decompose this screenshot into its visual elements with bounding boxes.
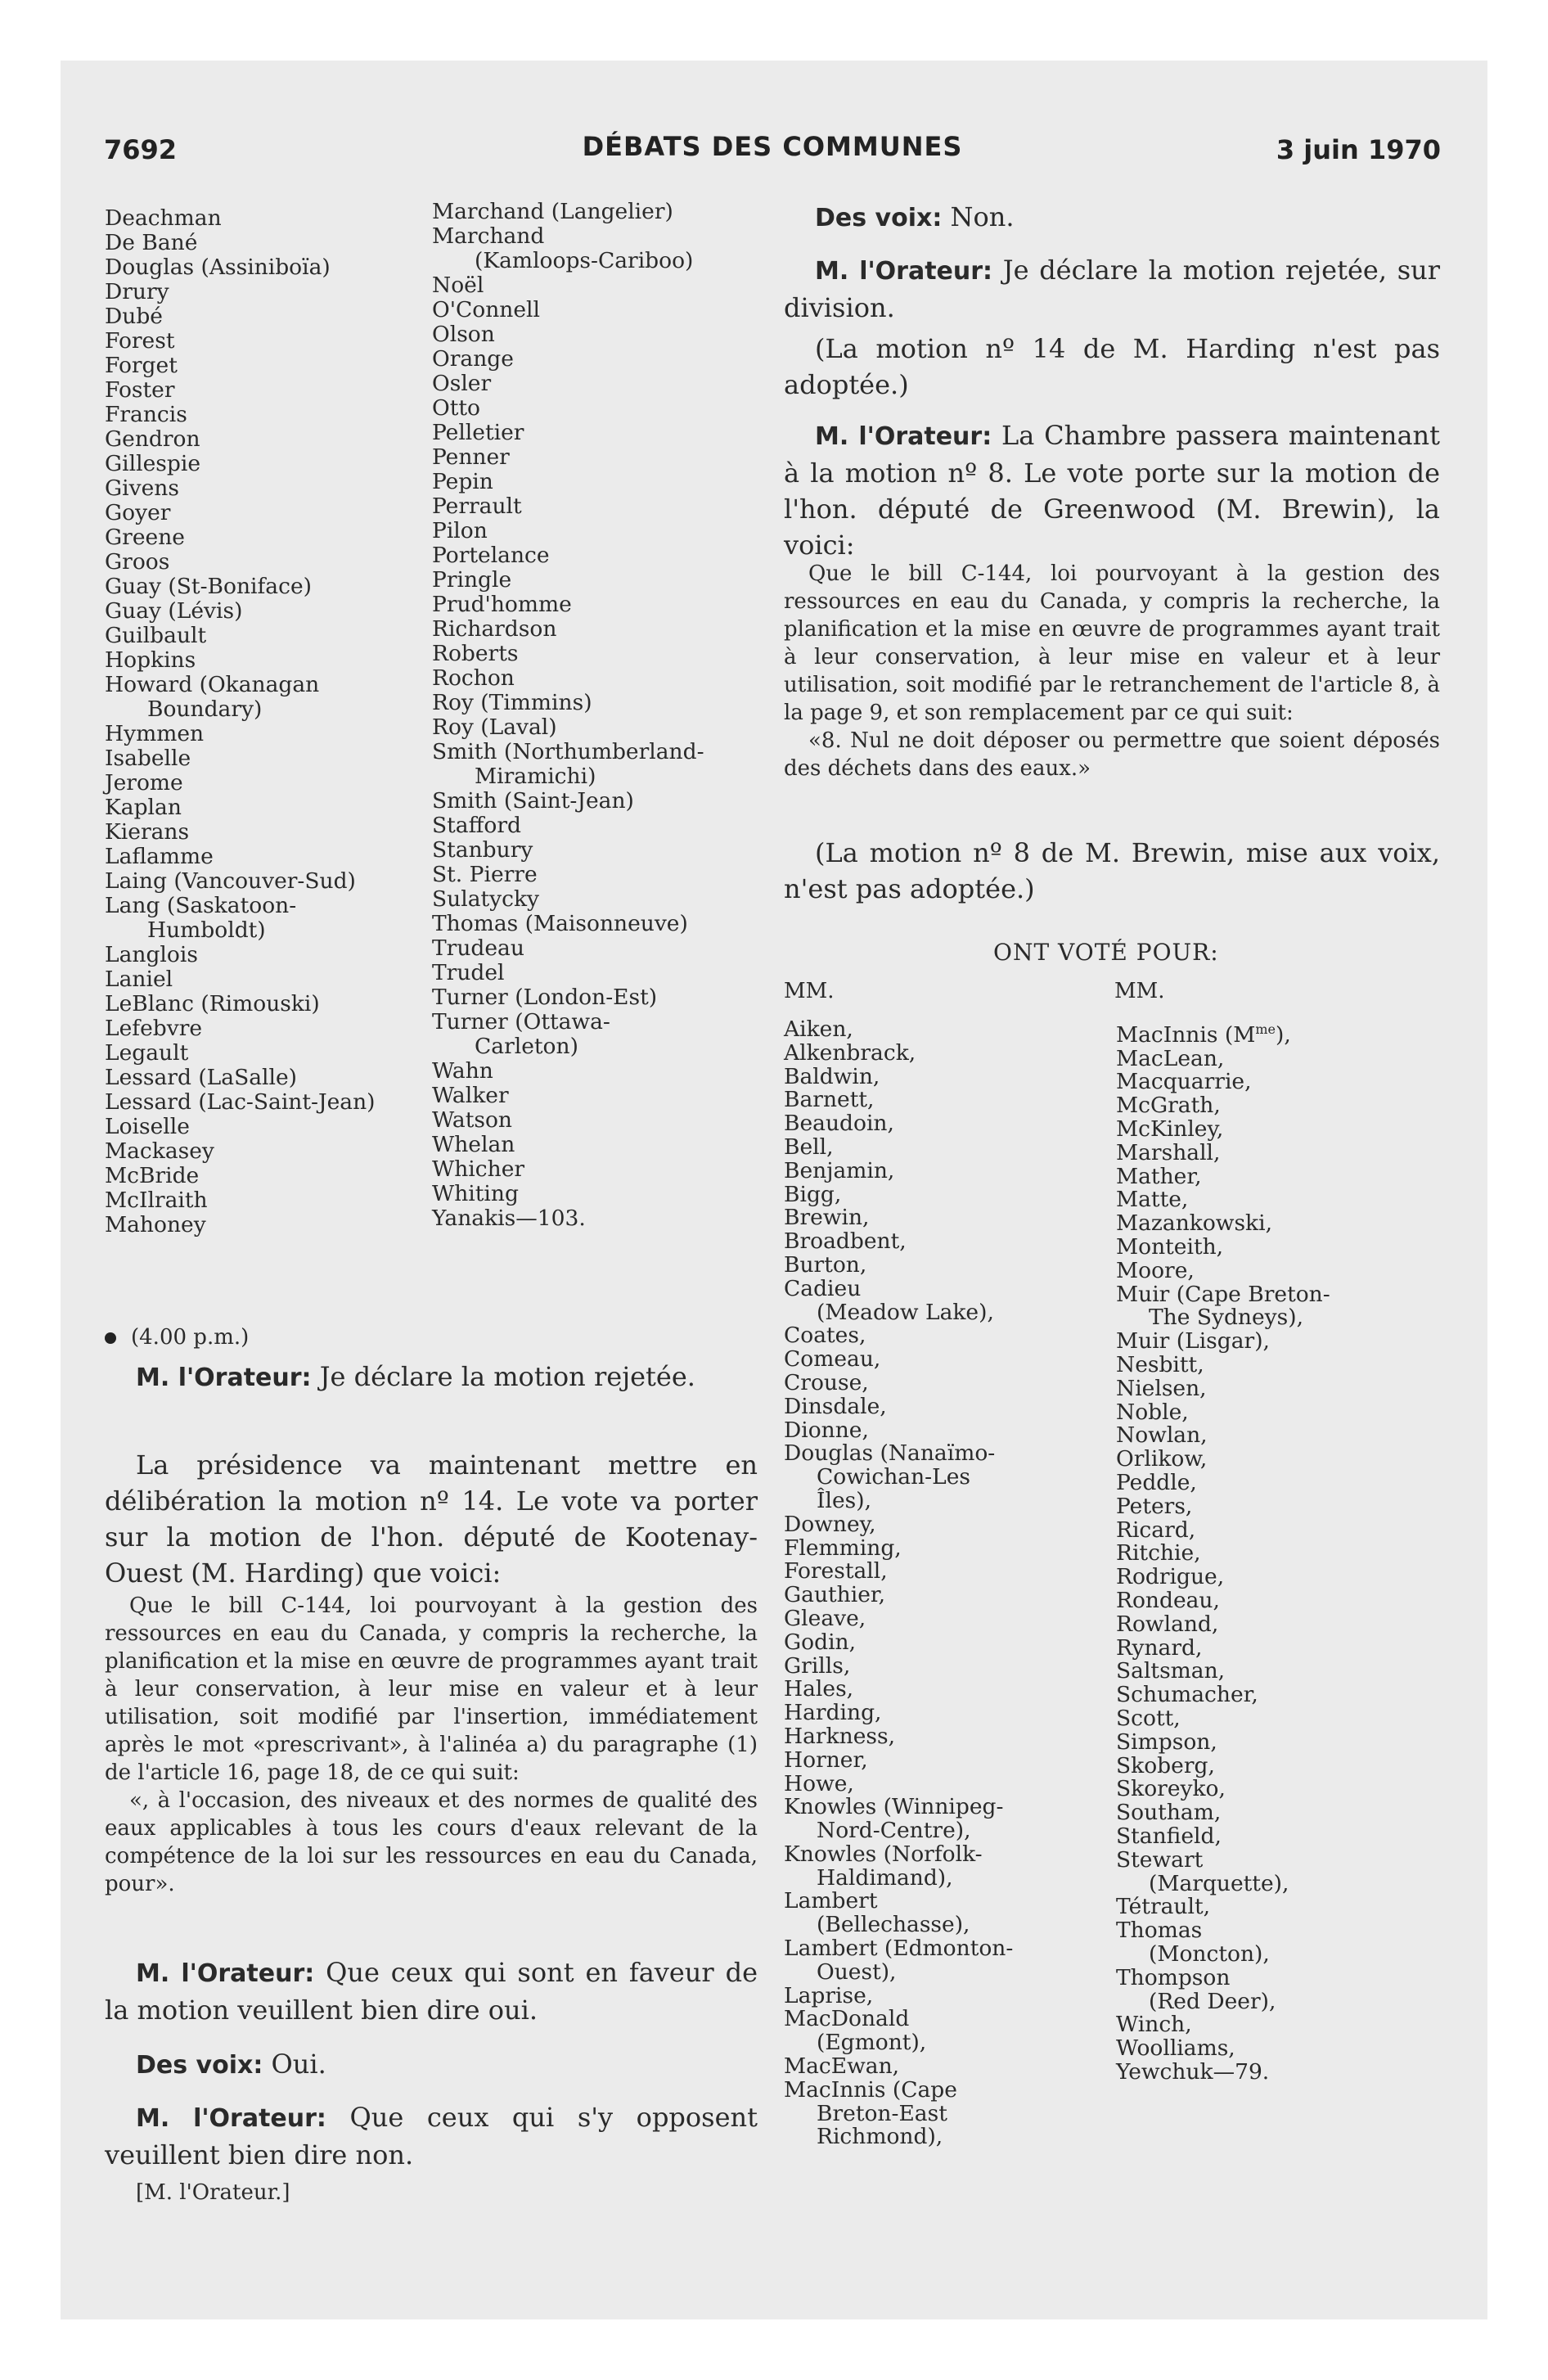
paragraph-text: Que ceux qui s'y opposent veuillent bien dire non.	[105, 2102, 758, 2170]
member-name: St. Pierre	[432, 862, 538, 887]
member-name: The Sydneys),	[1149, 1305, 1304, 1331]
motion-8-quote	[784, 560, 1440, 782]
paragraph-rejetee	[136, 1359, 758, 1396]
member-name: Thomas	[1116, 1918, 1203, 1944]
member-name: Nord-Centre),	[817, 1818, 971, 1844]
member-name: Knowles (Norfolk-	[784, 1841, 983, 1867]
paragraph-motion-14-intro	[105, 1447, 758, 1591]
member-name: Macquarrie,	[1116, 1069, 1252, 1095]
member-name: Dinsdale,	[784, 1393, 887, 1419]
member-name: Drury	[105, 279, 169, 304]
member-name: Alkenbrack,	[784, 1039, 916, 1066]
speaker-label: M. l'Orateur:	[136, 1364, 312, 1392]
member-name: Jerome	[105, 770, 183, 796]
member-name: Aiken,	[784, 1016, 853, 1042]
member-name: (Moncton),	[1149, 1941, 1270, 1967]
member-name: Greene	[105, 525, 185, 550]
member-name: Guilbault	[105, 623, 207, 648]
member-name: (Egmont),	[817, 2030, 927, 2056]
motion-amendment-text: «8. Nul ne doit déposer ou permettre que soient déposés des déchets dans des eaux.»	[784, 728, 1440, 781]
member-name: Howard (Okanagan	[105, 672, 320, 697]
member-name: Smith (Saint-Jean)	[432, 788, 634, 814]
motion-text: Que le bill C-144, loi pourvoyant à la gestion des ressources en eau du Canada, y compris la recherche, la planification et la mise en œuvre de programmes ayant trait à leur conservation, à leur mise en valeur et à leur utilisation, soit modifié par l'insertion, immédiatement après le mot «prescrivant», à l'alinéa a) du paragraphe (1) de l'article 16, page 18, de ce qui suit:	[105, 1593, 758, 1785]
member-name: Givens	[105, 476, 179, 501]
member-name: Osler	[432, 371, 492, 396]
member-name: Perrault	[432, 494, 522, 519]
motion-amendment-text: «, à l'occasion, des niveaux et des normes de qualité des eaux applicables à tous les cours d'eaux relevant de la compétence de la loi sur les ressources en eau du Canada, pour».	[105, 1788, 758, 1896]
member-name: LeBlanc (Rimouski)	[105, 991, 320, 1016]
member-name: Kierans	[105, 819, 190, 845]
member-name: Muir (Cape Breton-	[1116, 1281, 1330, 1307]
member-name: Noël	[432, 273, 484, 298]
member-name: Flemming,	[784, 1535, 902, 1561]
member-name: Gendron	[105, 426, 200, 452]
page-header	[104, 129, 1441, 170]
member-name: MacDonald	[784, 2006, 910, 2032]
member-name: Pringle	[432, 567, 512, 593]
paragraph-motion-8-result	[784, 835, 1440, 907]
speaker-label: M. l'Orateur:	[136, 2104, 326, 2133]
pour-list-column-2	[1116, 1018, 1330, 2085]
member-name: Stewart	[1116, 1846, 1204, 1873]
member-name: Marchand (Langelier)	[432, 199, 673, 224]
paragraph-text: La présidence va maintenant mettre en délibération la motion nº 14. Le vote va porter sur la motion de l'hon. député de Kootenay-Ouest (M. Harding) que voici:	[105, 1449, 758, 1589]
member-name: Langlois	[105, 942, 198, 967]
member-name: Woolliams,	[1116, 2035, 1235, 2062]
member-name: Stanbury	[432, 837, 533, 863]
speaker-label: Des voix:	[815, 204, 943, 232]
member-name: Schumacher,	[1116, 1682, 1258, 1708]
speaker-label: M. l'Orateur:	[136, 1959, 315, 1988]
member-name: Roy (Laval)	[432, 714, 557, 740]
member-name: Lambert (Edmonton-	[784, 1936, 1014, 1962]
member-name: Rondeau,	[1116, 1587, 1220, 1613]
member-name: Laing (Vancouver-Sud)	[105, 868, 356, 894]
member-name: Lessard (LaSalle)	[105, 1065, 297, 1090]
member-name: Walker	[432, 1083, 509, 1108]
member-name: McGrath,	[1116, 1093, 1221, 1119]
member-name: Muir (Lisgar),	[1116, 1328, 1270, 1355]
member-name: Pelletier	[432, 420, 524, 445]
member-name: (Red Deer),	[1149, 1988, 1276, 2014]
member-name: Downey,	[784, 1511, 876, 1537]
member-name: Skoberg,	[1116, 1752, 1215, 1778]
member-name: Beaudoin,	[784, 1111, 894, 1137]
member-name: Richardson	[432, 616, 557, 642]
member-name: Peters,	[1116, 1493, 1193, 1519]
member-name: Isabelle	[105, 746, 191, 771]
member-name: Harding,	[784, 1700, 882, 1726]
time-note	[105, 1325, 249, 1350]
bullet-icon	[105, 1332, 116, 1344]
member-name: Gillespie	[105, 451, 200, 476]
member-name: Barnett,	[784, 1087, 875, 1113]
member-name: Hales,	[784, 1676, 854, 1702]
member-name: Douglas (Assiniboïa)	[105, 255, 331, 280]
member-name: Burton,	[784, 1251, 867, 1278]
member-name: Yewchuk—79.	[1116, 2058, 1270, 2085]
member-name: Nowlan,	[1116, 1422, 1208, 1449]
member-name: Baldwin,	[784, 1063, 880, 1089]
paragraph-text: Je déclare la motion rejetée, sur division.	[784, 255, 1441, 323]
member-name: Dionne,	[784, 1417, 869, 1443]
member-name: Wahn	[432, 1058, 493, 1084]
member-name: Roy (Timmins)	[432, 690, 592, 715]
member-name: Turner (Ottawa-	[432, 1009, 610, 1034]
member-name: Haldimand),	[817, 1864, 953, 1891]
member-name: Dubé	[105, 304, 163, 329]
member-name: Lambert	[784, 1888, 878, 1914]
member-name: Groos	[105, 549, 170, 575]
member-name: Îles),	[817, 1487, 871, 1513]
member-name: Guay (Lévis)	[105, 598, 243, 624]
member-name: MacInnis $(M^{me})$,	[1116, 1021, 1291, 1048]
member-name: Douglas (Nanaïmo-	[784, 1440, 996, 1467]
member-name: Godin,	[784, 1629, 857, 1655]
member-name: Forest	[105, 328, 175, 354]
member-name: Harkness,	[784, 1723, 896, 1749]
member-name: Broadbent,	[784, 1228, 907, 1255]
paragraph-des-voix-non	[815, 199, 1440, 237]
member-name: Rynard,	[1116, 1634, 1203, 1661]
member-name: Humboldt)	[147, 917, 266, 943]
member-name: Foster	[105, 377, 175, 403]
member-name: MacEwan,	[784, 2053, 900, 2080]
member-name: Knowles (Winnipeg-	[784, 1794, 1004, 1820]
member-name: Boundary)	[147, 696, 263, 722]
pour-list-column-1	[784, 1018, 1013, 2149]
member-name: O'Connell	[432, 297, 541, 322]
member-name: Whiting	[432, 1181, 519, 1206]
member-name: Olson	[432, 322, 495, 347]
member-name: Cadieu	[784, 1275, 862, 1301]
member-name: Stanfield,	[1116, 1823, 1222, 1849]
paragraph-text: (La motion nº 14 de M. Harding n'est pas adoptée.)	[784, 333, 1440, 400]
member-name: Moore,	[1116, 1257, 1195, 1283]
member-name: Guay (St-Boniface)	[105, 574, 312, 599]
member-name: Nielsen,	[1116, 1375, 1207, 1401]
member-name: Ouest),	[817, 1959, 897, 1985]
member-name: Richmond),	[817, 2124, 943, 2150]
member-name: Crouse,	[784, 1369, 869, 1395]
page-title: DÉBATS DES COMMUNES	[582, 131, 963, 162]
paragraph-text: La Chambre passera maintenant à la motion nº 8. Le vote porte sur la motion de l'hon. député de Greenwood (M. Brewin), la voici:	[784, 420, 1441, 561]
member-name: Miramichi)	[475, 764, 596, 789]
member-name: Marchand	[432, 223, 545, 249]
member-name: Lessard (Lac-Saint-Jean)	[105, 1089, 376, 1115]
member-name: Breton-East	[817, 2100, 947, 2126]
member-name: Laprise,	[784, 1982, 874, 2008]
member-name: Southam,	[1116, 1800, 1222, 1826]
member-name: (Marquette),	[1149, 1870, 1289, 1896]
member-name: Matte,	[1116, 1187, 1189, 1213]
member-name: Smith (Northumberland-	[432, 739, 704, 764]
speaker-label: M. l'Orateur:	[815, 422, 992, 451]
member-name: Hymmen	[105, 721, 205, 746]
member-name: Yanakis—103.	[432, 1206, 586, 1231]
paragraph-des-voix-oui	[136, 2046, 758, 2084]
paragraph-text: Je déclare la motion rejetée.	[319, 1361, 695, 1392]
page-number: 7692	[104, 134, 178, 165]
footer-note: [M. l'Orateur.]	[136, 2180, 290, 2205]
votes-heading: ONT VOTÉ POUR:	[993, 939, 1219, 966]
member-name: Orlikow,	[1116, 1446, 1208, 1472]
member-name: Otto	[432, 395, 480, 421]
column-a-heading: MM.	[784, 979, 835, 1003]
member-name: (Bellechasse),	[817, 1912, 970, 1938]
member-name: Cowichan-Les	[817, 1464, 970, 1490]
member-name: MacLean,	[1116, 1045, 1225, 1071]
member-name: Tétrault,	[1116, 1894, 1211, 1920]
member-name: De Bané	[105, 230, 198, 255]
member-name: Benjamin,	[784, 1157, 895, 1183]
member-name: Rowland,	[1116, 1611, 1219, 1637]
motion-text: Que le bill C-144, loi pourvoyant à la gestion des ressources en eau du Canada, y compris la recherche, la planification et la mise en œuvre de programmes ayant trait à leur conservation, à leur mise en valeur et à leur utilisation, soit modifié par le retranchement de l'article 8, à la page 9, et son remplacement par ce qui suit:	[784, 561, 1440, 725]
paragraph-motion-14-result	[784, 331, 1440, 403]
member-name: Goyer	[105, 500, 171, 525]
member-name: Skoreyko,	[1116, 1776, 1226, 1802]
member-name: Carleton)	[475, 1034, 578, 1059]
paragraph-rejetee-division	[784, 252, 1440, 326]
member-name: Ricard,	[1116, 1517, 1196, 1543]
member-name: MacInnis (Cape	[784, 2076, 957, 2103]
member-name: Forget	[105, 353, 178, 378]
column-b-heading: MM.	[1114, 979, 1165, 1003]
member-name: Rochon	[432, 665, 515, 691]
member-name: Bell,	[784, 1134, 834, 1160]
member-name: McBride	[105, 1163, 200, 1188]
member-name: Rodrigue,	[1116, 1564, 1225, 1590]
member-name: Hopkins	[105, 647, 196, 673]
member-name: Loiselle	[105, 1114, 190, 1139]
speaker-label: Des voix:	[136, 2051, 263, 2080]
member-name: Comeau,	[784, 1346, 881, 1373]
speaker-label: M. l'Orateur:	[815, 257, 993, 286]
paragraph-en-faveur	[105, 1954, 758, 2028]
member-name: Noble,	[1116, 1399, 1189, 1425]
member-name: Gauthier,	[784, 1582, 886, 1608]
member-name: Turner (London-Est)	[432, 985, 658, 1010]
paragraph-text: Que ceux qui sont en faveur de la motion veuillent bien dire oui.	[105, 1957, 758, 2026]
paragraph-motion-8-intro	[784, 417, 1440, 563]
member-name: Pilon	[432, 518, 488, 543]
member-name: Pepin	[432, 469, 493, 494]
member-name: Laniel	[105, 967, 173, 992]
member-name: Trudel	[432, 960, 505, 985]
member-name: Forestall,	[784, 1558, 888, 1584]
member-name: Stafford	[432, 813, 522, 838]
member-name: Mahoney	[105, 1212, 206, 1237]
member-name: Roberts	[432, 641, 519, 666]
member-name: Mackasey	[105, 1138, 214, 1164]
vote-list-column-1	[105, 206, 375, 1237]
member-name: Lang (Saskatoon-	[105, 893, 297, 918]
member-name: Horner,	[784, 1747, 868, 1773]
page-date: 3 juin 1970	[1276, 134, 1441, 165]
member-name: Lefebvre	[105, 1016, 203, 1041]
member-name: Marshall,	[1116, 1139, 1221, 1165]
member-name: Mazankowski,	[1116, 1210, 1273, 1237]
member-name: Whicher	[432, 1156, 525, 1182]
member-name: Whelan	[432, 1132, 515, 1157]
member-name: Saltsman,	[1116, 1658, 1226, 1684]
member-name: Coates,	[784, 1323, 866, 1349]
member-name: Kaplan	[105, 795, 182, 820]
member-name: Portelance	[432, 543, 550, 568]
paragraph-opposent	[105, 2099, 758, 2173]
member-name: Thompson	[1116, 1964, 1231, 1990]
motion-14-quote	[105, 1592, 758, 1898]
member-name: Watson	[432, 1107, 513, 1133]
member-name: Laflamme	[105, 844, 214, 869]
member-name: Nesbitt,	[1116, 1351, 1204, 1377]
member-name: Simpson,	[1116, 1729, 1217, 1755]
member-name: Thomas (Maisonneuve)	[432, 911, 688, 936]
member-name: Orange	[432, 346, 514, 372]
member-name: Scott,	[1116, 1705, 1181, 1731]
member-name: Mather,	[1116, 1163, 1202, 1189]
member-name: Monteith,	[1116, 1234, 1224, 1260]
member-name: (Kamloops-Cariboo)	[475, 248, 694, 273]
member-name: Francis	[105, 402, 187, 427]
member-name: Peddle,	[1116, 1469, 1197, 1495]
paragraph-text: Oui.	[271, 2049, 326, 2080]
member-name: Legault	[105, 1040, 189, 1066]
member-name: Prud'homme	[432, 592, 572, 617]
member-name: Grills,	[784, 1652, 851, 1679]
member-name: Howe,	[784, 1770, 854, 1796]
member-name: Deachman	[105, 205, 222, 231]
member-name: Brewin,	[784, 1205, 870, 1231]
paragraph-text: (La motion nº 8 de M. Brewin, mise aux voix, n'est pas adoptée.)	[784, 837, 1440, 904]
member-name: Gleave,	[784, 1605, 866, 1631]
member-name: Sulatycky	[432, 886, 539, 912]
paragraph-text: Non.	[950, 201, 1015, 232]
vote-list-column-2	[432, 200, 704, 1231]
member-name: McIlraith	[105, 1188, 208, 1213]
time-note-text: (4.00 p.m.)	[131, 1325, 250, 1350]
member-name: Ritchie,	[1116, 1540, 1201, 1566]
member-name: (Meadow Lake),	[817, 1299, 994, 1325]
member-name: Winch,	[1116, 2012, 1192, 2038]
member-name: Penner	[432, 444, 510, 470]
member-name: McKinley,	[1116, 1116, 1224, 1143]
member-name: Bigg,	[784, 1181, 842, 1207]
member-name: Trudeau	[432, 935, 524, 961]
